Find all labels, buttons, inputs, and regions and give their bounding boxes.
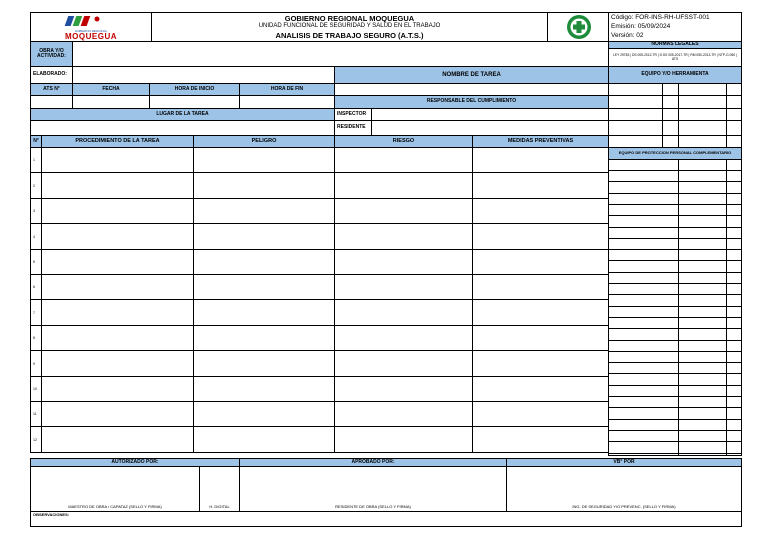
elaborado-label: ELABORADO: [30,66,73,84]
row-number: 4 [30,223,42,250]
nombre-tarea-label: NOMBRE DE TAREA [334,66,609,84]
row-number: 6 [30,274,42,300]
codigo-text: Código: FOR-INS-RH-UFSST-001 [611,14,710,21]
obra-label: OBRA Y/O ACTIVIDAD: [30,41,73,67]
peligro-cell[interactable] [193,325,335,351]
ats-input[interactable] [30,95,73,109]
peligro-cell[interactable] [193,172,335,199]
hora-fin-input[interactable] [239,95,335,109]
version-text: Versión: 02 [611,32,644,39]
riesgo-cell[interactable] [334,401,473,427]
medidas-cell[interactable] [472,350,609,377]
autorizado-label: AUTORIZADO POR: [30,458,240,467]
row-number: 5 [30,249,42,275]
procedimiento-cell[interactable] [41,274,194,300]
medidas-cell[interactable] [472,426,609,453]
medidas-cell[interactable] [472,223,609,250]
row-number: 1 [30,147,42,173]
procedimiento-cell[interactable] [41,249,194,275]
procedimiento-cell[interactable] [41,172,194,199]
title-line-3: ANALISIS DE TRABAJO SEGURO (A.T.S.) [275,31,424,40]
riesgo-cell[interactable] [334,172,473,199]
header-title-cell [151,12,548,42]
medidas-cell[interactable] [472,249,609,275]
normas-text: LEY 29783 | DS 005-2012-TR | D.SS 005-2017-TR | RM 050-2013-TR | NTP-G.050 | ATS [608,48,742,67]
procedimiento-cell[interactable] [41,401,194,427]
procedimiento-cell[interactable] [41,376,194,402]
riesgo-cell[interactable] [334,249,473,275]
header-logo-cell [30,12,152,42]
col-medidas-header: MEDIDAS PREVENTIVAS [472,135,609,148]
residente-caption: RESIDENTE DE OBRA (SELLO Y FIRMA) [335,504,411,509]
logo-subtext: GOBIERNO REGIONAL [74,29,108,33]
hora-inicio-input[interactable] [149,95,240,109]
row-number: 9 [30,350,42,377]
riesgo-cell[interactable] [334,376,473,402]
peligro-cell[interactable] [193,198,335,224]
medidas-cell[interactable] [472,198,609,224]
peligro-cell[interactable] [193,147,335,173]
title-line-1: GOBIERNO REGIONAL MOQUEGUA [284,14,415,23]
equipo-grid[interactable] [608,83,742,148]
hora-fin-label: HORA DE FIN [239,83,335,96]
medidas-cell[interactable] [472,376,609,402]
row-number: 12 [30,426,42,453]
fecha-label: FECHA [72,83,150,96]
procedimiento-cell[interactable] [41,350,194,377]
col-peligro-header: PELIGRO [193,135,335,148]
ats-label: ATS N° [30,83,73,96]
regional-logo-icon [61,14,105,30]
peligro-cell[interactable] [193,299,335,326]
procedimiento-cell[interactable] [41,198,194,224]
riesgo-cell[interactable] [334,147,473,173]
procedimiento-cell[interactable] [41,325,194,351]
medidas-cell[interactable] [472,172,609,199]
peligro-cell[interactable] [193,376,335,402]
medidas-cell[interactable] [472,299,609,326]
header-badge-cell [547,12,609,42]
peligro-cell[interactable] [193,350,335,377]
obra-input[interactable] [72,41,609,67]
elaborado-input[interactable] [72,66,335,84]
row-number: 10 [30,376,42,402]
peligro-cell[interactable] [193,223,335,250]
huella-caption: H. DIGITAL [209,504,230,509]
riesgo-cell[interactable] [334,274,473,300]
inspector-label: INSPECTOR [334,108,372,121]
riesgo-cell[interactable] [334,350,473,377]
procedimiento-cell[interactable] [41,223,194,250]
row-number: 2 [30,172,42,199]
ing-caption: ING. DE SEGURIDAD Y/O PREVENC. (SELLO Y FIRMA) [572,504,676,509]
medidas-cell[interactable] [472,401,609,427]
lugar-label: LUGAR DE LA TAREA [30,108,335,121]
normas-label: NORMAS LEGALES [608,41,742,49]
emision-text: Emisión: 05/09/2024 [611,23,671,30]
procedimiento-cell[interactable] [41,426,194,453]
peligro-cell[interactable] [193,274,335,300]
observaciones-label: OBSERVACIONES: [30,511,742,527]
col-num-header: N° [30,135,42,148]
riesgo-cell[interactable] [334,198,473,224]
lugar-input[interactable] [30,120,335,136]
peligro-cell[interactable] [193,249,335,275]
vb-label: VB° POR [506,458,742,467]
peligro-cell[interactable] [193,401,335,427]
epp-complementario-label: EQUIPO DE PROTECCION PERSONAL COMPLEMENTARIO [608,147,742,160]
procedimiento-cell[interactable] [41,147,194,173]
row-number: 11 [30,401,42,427]
peligro-cell[interactable] [193,426,335,453]
responsable-label: RESPONSABLE DEL CUMPLIMIENTO [334,95,609,109]
logo-text: MOQUEGUA [65,32,117,41]
medidas-cell[interactable] [472,325,609,351]
riesgo-cell[interactable] [334,426,473,453]
row-number: 3 [30,198,42,224]
header-meta-cell [608,12,742,42]
row-number: 8 [30,325,42,351]
hora-inicio-label: HORA DE INICIO [149,83,240,96]
safety-cross-icon [566,14,592,40]
col-riesgo-header: RIESGO [334,135,473,148]
row-number: 7 [30,299,42,326]
equipo-herramienta-label: EQUIPO Y/O HERRAMIENTA [608,66,742,84]
fecha-input[interactable] [72,95,150,109]
maestro-caption: MAESTRO DE OBRA / CAPATAZ (SELLO Y FIRMA) [68,504,162,509]
procedimiento-cell[interactable] [41,299,194,326]
riesgo-cell[interactable] [334,325,473,351]
residente-input[interactable] [371,120,609,136]
aprobado-label: APROBADO POR: [239,458,507,467]
riesgo-cell[interactable] [334,223,473,250]
title-line-2: UNIDAD FUNCIONAL DE SEGURIDAD Y SALUD EN EL TRABAJO [258,23,441,29]
residente-label: RESIDENTE [334,120,372,136]
medidas-cell[interactable] [472,274,609,300]
col-procedimiento-header: PROCEDIMIENTO DE LA TAREA [41,135,194,148]
riesgo-cell[interactable] [334,299,473,326]
medidas-cell[interactable] [472,147,609,173]
